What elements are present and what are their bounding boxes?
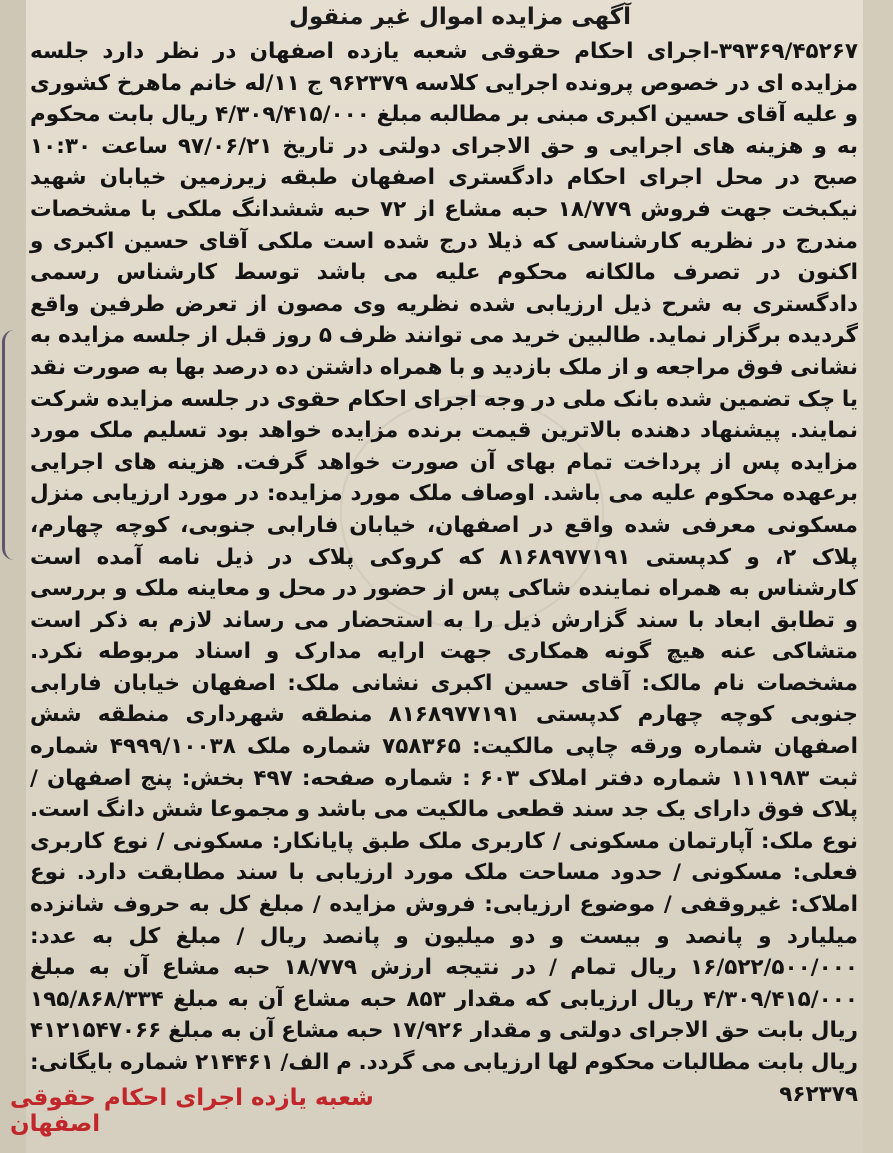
handwritten-note [2, 330, 29, 560]
left-margin-strip [0, 0, 26, 1153]
notice-signature: شعبه یازده اجرای احکام حقوقی اصفهان [10, 1085, 374, 1137]
notice-title: آگهی مزایده اموال غیر منقول [288, 4, 632, 30]
notice-body: ۳۹۳۶۹/۴۵۲۶۷-اجرای احکام حقوقی شعبه یازده اصفهان در نظر دارد جلسه مزایده ای در خصوص پرونده اجرایی کلاسه ۹۶۲۳۷۹ ج ۱۱/له خانم ماهرخ کشوری و علیه آقای حسین اکبری مبنی بر مطالبه مبلغ ۴/۳۰۹/۴۱۵/۰۰۰ ریال بابت محکوم به و هزینه های اجرایی و حق الاجرای دولتی در تاریخ ۹۷/۰۶/۲۱ ساعت ۱۰:۳۰ صبح در محل اجرای احکام دادگستری اصفهان طبقه زیرزمین خیابان شهید نیکبخت جهت فروش ۱۸/۷۷۹ حبه مشاع از ۷۲ حبه ششدانگ ملکی با مشخصات مندرج در نظریه کارشناسی که ذیلا درج شده است ملکی آقای حسین اکبری و اکنون در تصرف مالکانه محکوم علیه می باشد توسط کارشناس رسمی دادگستری به شرح ذیل ارزیابی شده نظریه وی مصون از تعرض طرفین واقع گردیده برگزار نماید. طالبین خرید می توانند ظرف ۵ روز قبل از جلسه مزایده به نشانی فوق مراجعه و از ملک بازدید و با همراه داشتن ده درصد بها به صورت نقد یا چک تضمین شده بانک ملی در وجه اجرای احکام حقوی در جلسه مزایده شرکت نمایند. پیشنهاد دهنده بالاترین قیمت برنده مزایده خواهد بود تسلیم ملک مورد مزایده پس از پرداخت تمام بهای آن صورت خواهد گرفت. هزینه های اجرایی برعهده محکوم علیه می باشد. اوصاف ملک مورد مزایده: در مورد ارزیابی منزل مسکونی معرفی شده واقع در اصفهان، خیابان فارابی جنوبی، کوچه چهارم، پلاک ۲، و کدپستی ۸۱۶۸۹۷۷۱۹۱ که کروکی پلاک در ذیل نامه آمده است کارشناس به همراه نماینده شاکی پس از حضور در محل و معاینه ملک و بررسی و تطابق ابعاد با سند گزارش ذیل را به استحضار می رساند لازم به ذکر است متشاکی عنه هیچ گونه همکاری جهت ارایه مدارک و اسناد مربوطه نکرد. مشخصات نام مالک: آقای حسین اکبری نشانی ملک: اصفهان خیابان فارابی جنوبی کوچه چهارم کدپستی ۸۱۶۸۹۷۷۱۹۱ منطقه شهرداری منطقه شش اصفهان شماره ورقه چاپی مالکیت: ۷۵۸۳۶۵ شماره ملک ۴۹۹۹/۱۰۰۳۸ شماره ثبت ۱۱۱۹۸۳ شماره دفتر املاک ۶۰۳ : شماره صفحه: ۴۹۷ بخش: پنج اصفهان / پلاک فوق دارای یک جد سند قطعی مالکیت می باشد و مجموعا شش دانگ است. نوع ملک: آپارتمان مسکونی / کاربری ملک طبق پایانکار: مسکونی / نوع کاربری فعلی: مسکونی / حدود مساحت ملک مورد ارزیابی با سند مطابقت دارد. نوع املاک: غیروقفی / موضوع ارزیابی: فروش مزایده / مبلغ کل به حروف شانزده میلیارد و پانصد و بیست و دو میلیون و پانصد ریال / مبلغ کل به عدد: ۱۶/۵۲۲/۵۰۰/۰۰۰ ریال تمام / در نتیجه ارزش ۱۸/۷۷۹ حبه مشاع آن به مبلغ ۴/۳۰۹/۴۱۵/۰۰۰ ریال ارزیابی که مقدار ۸۵۳ حبه مشاع آن به مبلغ ۱۹۵/۸۶۸/۳۳۴ ریال بابت حق الاجرای دولتی و مقدار ۱۷/۹۲۶ حبه مشاع آن به مبلغ ۴۱۲۱۵۴۷۰۶۶ ریال بابت مطالبات محکوم لها ارزیابی می گردد. م الف/ ۲۱۴۴۶۱ شماره بایگانی: ۹۶۲۳۷۹ [30, 39, 859, 1107]
right-margin-strip [863, 0, 893, 1153]
